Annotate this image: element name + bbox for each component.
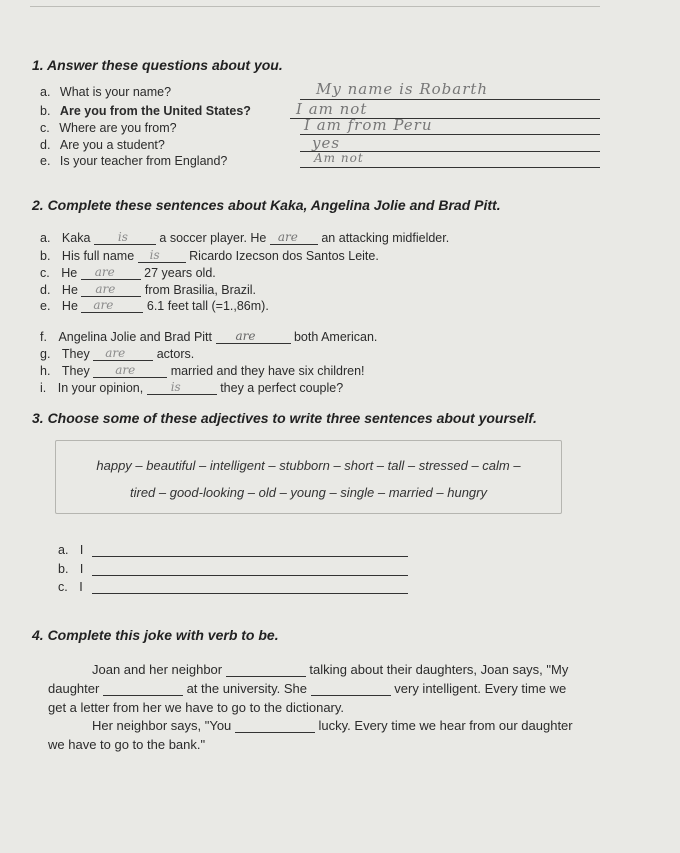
handwritten-answer: are: [95, 282, 116, 296]
sentence-text: both American.: [293, 330, 378, 344]
sentence-start: I: [79, 543, 84, 557]
item-label: c.: [58, 580, 68, 594]
item-label: a.: [40, 85, 51, 99]
item-label: i.: [40, 381, 47, 395]
fill-blank-b[interactable]: [138, 250, 186, 263]
sentence-text: They: [61, 364, 90, 378]
s3-row-b: [58, 562, 83, 576]
write-line-c[interactable]: [92, 592, 408, 594]
item-label: d.: [40, 283, 51, 297]
s3-row-a: [58, 543, 83, 557]
item-label: d.: [40, 138, 51, 152]
adjective-list-line-1: happy – beautiful – intelligent – stubborn – short – tall – stressed – calm –: [96, 458, 521, 473]
sentence-text: His full name: [61, 249, 135, 263]
handwritten-answer: are: [94, 265, 115, 279]
s2-f: [40, 330, 377, 344]
handwritten-answer: are: [105, 346, 126, 360]
joke-text: Joan and her neighbor: [92, 662, 223, 677]
sentence-text: He: [61, 299, 78, 313]
adjective-list-line-2: tired – good-looking – old – young – single – married – hungry: [129, 485, 487, 500]
sentence-text: actors.: [156, 347, 195, 361]
item-label: e.: [40, 299, 51, 313]
joke-line-2: [48, 681, 566, 696]
s2-d: [40, 283, 256, 297]
question-text: Where are you from?: [59, 121, 177, 135]
handwritten-answer-b: I am not: [296, 100, 368, 118]
sentence-text: Ricardo Izecson dos Santos Leite.: [189, 249, 379, 263]
fill-blank-i[interactable]: [147, 382, 217, 395]
answer-line-e[interactable]: [300, 166, 600, 168]
item-label: a.: [58, 543, 69, 557]
fill-blank-a1[interactable]: [94, 232, 156, 245]
fill-blank-c[interactable]: [81, 267, 141, 280]
s2-a: [40, 231, 449, 245]
item-label: f.: [40, 330, 47, 344]
handwritten-answer-a: My name is Robarth: [316, 80, 489, 98]
item-label: h.: [40, 364, 51, 378]
s2-c: [40, 266, 216, 280]
sentence-text: He: [61, 283, 78, 297]
section-1-title: 1. Answer these questions about you.: [32, 57, 283, 73]
sentence-text: 6.1 feet tall (=1.,86m).: [146, 299, 269, 313]
item-label: c.: [40, 121, 50, 135]
q-e: [40, 154, 227, 168]
sentence-text: they a perfect couple?: [220, 381, 344, 395]
s2-e: [40, 299, 269, 313]
joke-line-3: get a letter from her we have to go to the dictionary.: [48, 700, 345, 715]
joke-blank-4[interactable]: [235, 720, 315, 733]
fill-blank-h[interactable]: [93, 365, 167, 378]
item-label: b.: [40, 249, 51, 263]
write-line-b[interactable]: [92, 574, 408, 576]
item-label: b.: [40, 104, 51, 118]
handwritten-answer: are: [93, 298, 114, 312]
sentence-text: from Brasilia, Brazil.: [144, 283, 257, 297]
sentence-start: I: [79, 562, 84, 576]
sentence-text: 27 years old.: [144, 266, 216, 280]
joke-line-5: we have to go to the bank.": [48, 737, 206, 752]
section-4-title: 4. Complete this joke with verb to be.: [32, 627, 279, 643]
write-line-a[interactable]: [92, 555, 408, 557]
handwritten-answer-c: I am from Peru: [304, 116, 433, 134]
s2-g: [40, 347, 194, 361]
joke-text: lucky. Every time we hear from our daughter: [318, 718, 573, 733]
fill-blank-g[interactable]: [93, 348, 153, 361]
joke-blank-1[interactable]: [226, 664, 306, 677]
sentence-text: married and they have six children!: [170, 364, 365, 378]
q-b: [40, 104, 251, 118]
sentence-text: Angelina Jolie and Brad Pitt: [58, 330, 213, 344]
item-label: a.: [40, 231, 51, 245]
item-label: c.: [40, 266, 50, 280]
joke-text: very intelligent. Every time we: [394, 681, 567, 696]
handwritten-answer: is: [170, 380, 181, 394]
handwritten-answer: is: [117, 230, 128, 244]
question-text: Is your teacher from England?: [59, 154, 228, 168]
handwritten-answer: are: [277, 230, 298, 244]
q-c: [40, 121, 177, 135]
joke-blank-3[interactable]: [311, 683, 391, 696]
handwritten-answer: are: [115, 363, 136, 377]
s2-h: [40, 364, 365, 378]
item-label: b.: [58, 562, 69, 576]
sentence-text: They: [61, 347, 90, 361]
handwritten-answer: are: [235, 329, 256, 343]
adjective-box: [55, 440, 562, 514]
item-label: g.: [40, 347, 51, 361]
handwritten-answer-e: Am not: [314, 151, 364, 165]
item-label: e.: [40, 154, 51, 168]
section-2-title: 2. Complete these sentences about Kaka, Angelina Jolie and Brad Pitt.: [32, 197, 501, 213]
joke-line-4: [92, 718, 573, 733]
sentence-start: I: [79, 580, 83, 594]
fill-blank-d[interactable]: [81, 284, 141, 297]
joke-blank-2[interactable]: [103, 683, 183, 696]
joke-text: Her neighbor says, "You: [92, 718, 232, 733]
section-3-title: 3. Choose some of these adjectives to write three sentences about yourself.: [32, 410, 537, 426]
q-d: [40, 138, 165, 152]
sentence-text: In your opinion,: [57, 381, 144, 395]
sentence-text: a soccer player. He: [159, 231, 267, 245]
question-text: Are you a student?: [59, 138, 165, 152]
joke-text: daughter: [48, 681, 100, 696]
question-text: What is your name?: [59, 85, 172, 99]
question-text: Are you from the United States?: [59, 104, 251, 118]
s3-row-c: [58, 580, 83, 594]
sentence-text: He: [61, 266, 78, 280]
s2-b: [40, 249, 379, 263]
sentence-text: an attacking midfielder.: [321, 231, 450, 245]
joke-line-1: [92, 662, 568, 677]
sentence-text: Kaka: [61, 231, 91, 245]
fill-blank-e[interactable]: [81, 300, 143, 313]
handwritten-answer: is: [149, 248, 160, 262]
top-rule: [30, 6, 600, 7]
handwritten-answer-d: yes: [312, 134, 341, 152]
joke-text: talking about their daughters, Joan says, "My: [309, 662, 569, 677]
joke-text: at the university. She: [186, 681, 308, 696]
fill-blank-f[interactable]: [216, 331, 291, 344]
s2-i: [40, 381, 343, 395]
q-a: [40, 85, 171, 99]
fill-blank-a2[interactable]: [270, 232, 318, 245]
